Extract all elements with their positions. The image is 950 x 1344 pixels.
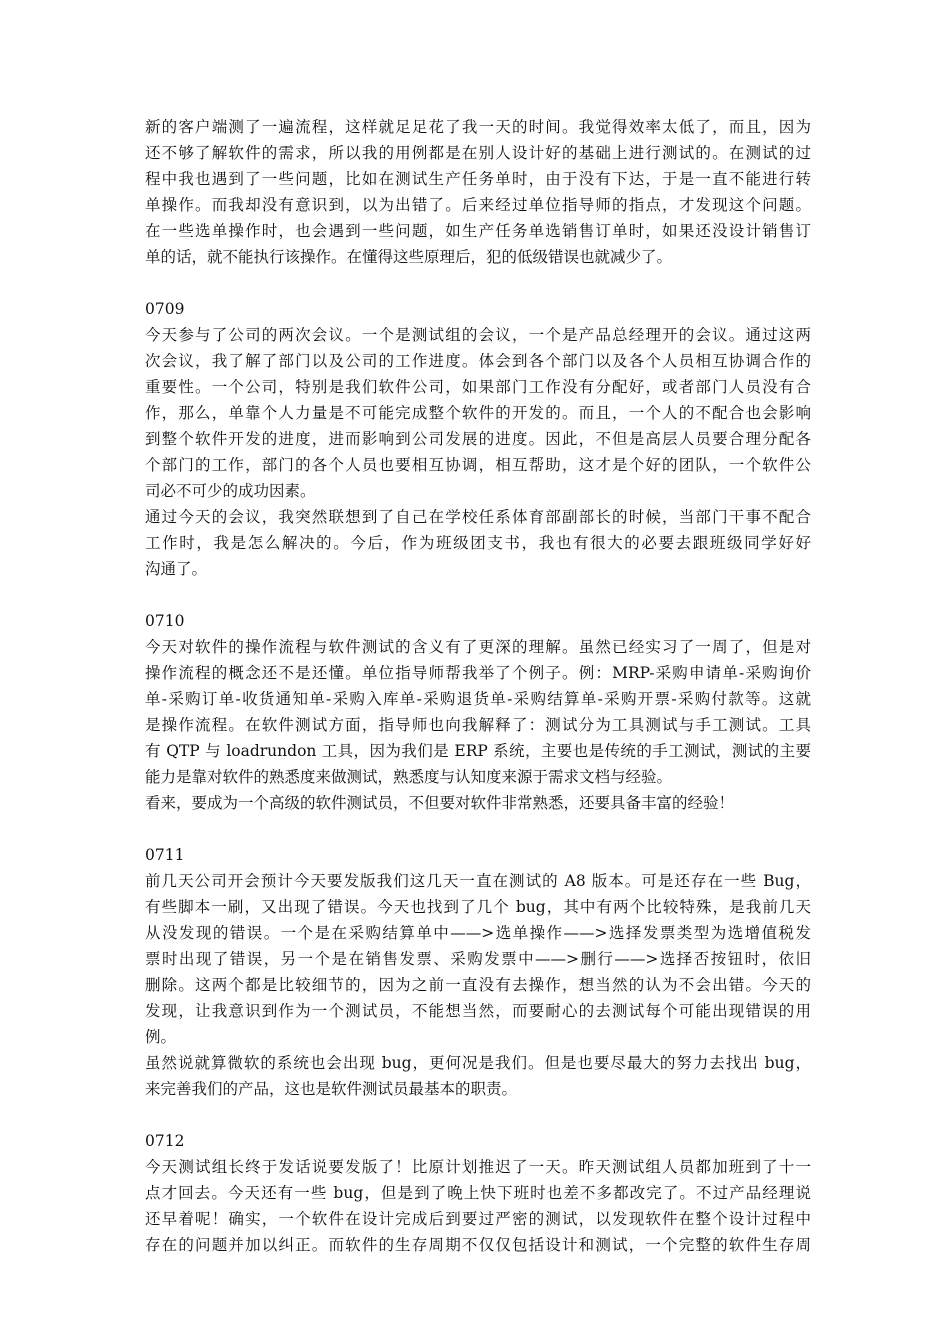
text-line: 在一些选单操作时，也会遇到一些问题，如生产任务单选销售订单时，如果还没设计销售订	[145, 222, 811, 240]
text-line: 还早着呢！确实，一个软件在设计完成后到要过严密的测试，以发现软件在整个设计过程中	[145, 1210, 811, 1228]
text-line: 重要性。一个公司，特别是我们软件公司，如果部门工作没有分配好，或者部门人员没有合	[145, 378, 811, 396]
diary-entry-0710	[145, 608, 811, 816]
text-line: 有 QTP 与 loadrundon 工具，因为我们是 ERP 系统，主要也是传统的手工测试，测试的主要	[145, 742, 811, 760]
text-line: 还不够了解软件的需求，所以我的用例都是在别人设计好的基础上进行测试的。在测试的过	[145, 144, 811, 162]
text-line: 能力是靠对软件的熟悉度来做测试，熟悉度与认知度来源于需求文档与经验。	[145, 768, 673, 786]
text-line: 看来，要成为一个高级的软件测试员，不但要对软件非常熟悉，还要具备丰富的经验！	[145, 794, 735, 812]
text-line: 例。	[145, 1028, 177, 1046]
intro-paragraph	[145, 114, 811, 270]
text-line: 新的客户端测了一遍流程，这样就足足花了我一天的时间。我觉得效率太低了，而且，因为	[145, 118, 811, 136]
text-line: 单-采购订单-收货通知单-采购入库单-采购退货单-采购结算单-采购开票-采购付款等。这就	[145, 690, 811, 708]
paragraph-gap	[145, 582, 811, 608]
text-line: 存在的问题并加以纠正。而软件的生存周期不仅仅包括设计和测试，一个完整的软件生存周	[145, 1236, 811, 1254]
text-line: 次会议，我了解了部门以及公司的工作进度。体会到各个部门以及各个人员相互协调合作的	[145, 352, 811, 370]
document-page	[145, 114, 811, 1258]
text-line: 从没发现的错误。一个是在采购结算单中——>选单操作——>选择发票类型为选增值税发	[145, 924, 811, 942]
text-line: 虽然说就算微软的系统也会出现 bug，更何况是我们。但是也要尽最大的努力去找出 bug，	[145, 1054, 811, 1072]
text-line: 到整个软件开发的进度，进而影响到公司发展的进度。因此，不但是高层人员要合理分配各	[145, 430, 811, 448]
text-line: 今天测试组长终于发话说要发版了！比原计划推迟了一天。昨天测试组人员都加班到了十一	[145, 1158, 811, 1176]
text-line: 个部门的工作，部门的各个人员也要相互协调，相互帮助，这才是个好的团队，一个软件公	[145, 456, 811, 474]
text-line: 发现，让我意识到作为一个测试员，不能想当然，而要耐心的去测试每个可能出现错误的用	[145, 1002, 811, 1020]
paragraph-gap	[145, 270, 811, 296]
text-line: 程中我也遇到了一些问题，比如在测试生产任务单时，由于没有下达，于是一直不能进行转	[145, 170, 811, 188]
text-line: 删除。这两个都是比较细节的，因为之前一直没有去操作，想当然的认为不会出错。今天的	[145, 976, 811, 994]
text-line: 沟通了。	[145, 560, 208, 578]
text-line: 作，那么，单靠个人力量是不可能完成整个软件的开发的。而且，一个人的不配合也会影响	[145, 404, 811, 422]
text-line: 是操作流程。在软件测试方面，指导师也向我解释了：测试分为工具测试与手工测试。工具	[145, 716, 811, 734]
text-line: 通过今天的会议，我突然联想到了自己在学校任系体育部副部长的时候，当部门干事不配合	[145, 508, 811, 526]
text-line: 有些脚本一刷，又出现了错误。今天也找到了几个 bug，其中有两个比较特殊，是我前几天	[145, 898, 811, 916]
entry-date: 0711	[145, 846, 185, 864]
text-line: 单的话，就不能执行该操作。在懂得这些原理后，犯的低级错误也就减少了。	[145, 248, 673, 266]
diary-entry-0712	[145, 1128, 811, 1258]
text-line: 操作流程的概念还不是还懂。单位指导师帮我举了个例子。例：MRP-采购申请单-采购询价	[145, 664, 811, 682]
diary-entry-0709	[145, 296, 811, 582]
paragraph-gap	[145, 816, 811, 842]
paragraph-gap	[145, 1102, 811, 1128]
text-line: 票时出现了错误，另一个是在销售发票、采购发票中——>删行——>选择否按钮时，依旧	[145, 950, 811, 968]
text-line: 工作时，我是怎么解决的。今后，作为班级团支书，我也有很大的必要去跟班级同学好好	[145, 534, 811, 552]
entry-date: 0712	[145, 1132, 185, 1150]
text-line: 司必不可少的成功因素。	[145, 482, 316, 500]
text-line: 今天参与了公司的两次会议。一个是测试组的会议，一个是产品总经理开的会议。通过这两	[145, 326, 811, 344]
text-line: 点才回去。今天还有一些 bug，但是到了晚上快下班时也差不多都改完了。不过产品经理说	[145, 1184, 811, 1202]
text-line: 今天对软件的操作流程与软件测试的含义有了更深的理解。虽然已经实习了一周了，但是对	[145, 638, 811, 656]
text-line: 前几天公司开会预计今天要发版我们这几天一直在测试的 A8 版本。可是还存在一些 Bug，	[145, 872, 811, 890]
entry-date: 0709	[145, 300, 185, 318]
text-line: 来完善我们的产品，这也是软件测试员最基本的职责。	[145, 1080, 518, 1098]
diary-entry-0711	[145, 842, 811, 1102]
entry-date: 0710	[145, 612, 185, 630]
text-line: 单操作。而我却没有意识到，以为出错了。后来经过单位指导师的指点，才发现这个问题。	[145, 196, 811, 214]
